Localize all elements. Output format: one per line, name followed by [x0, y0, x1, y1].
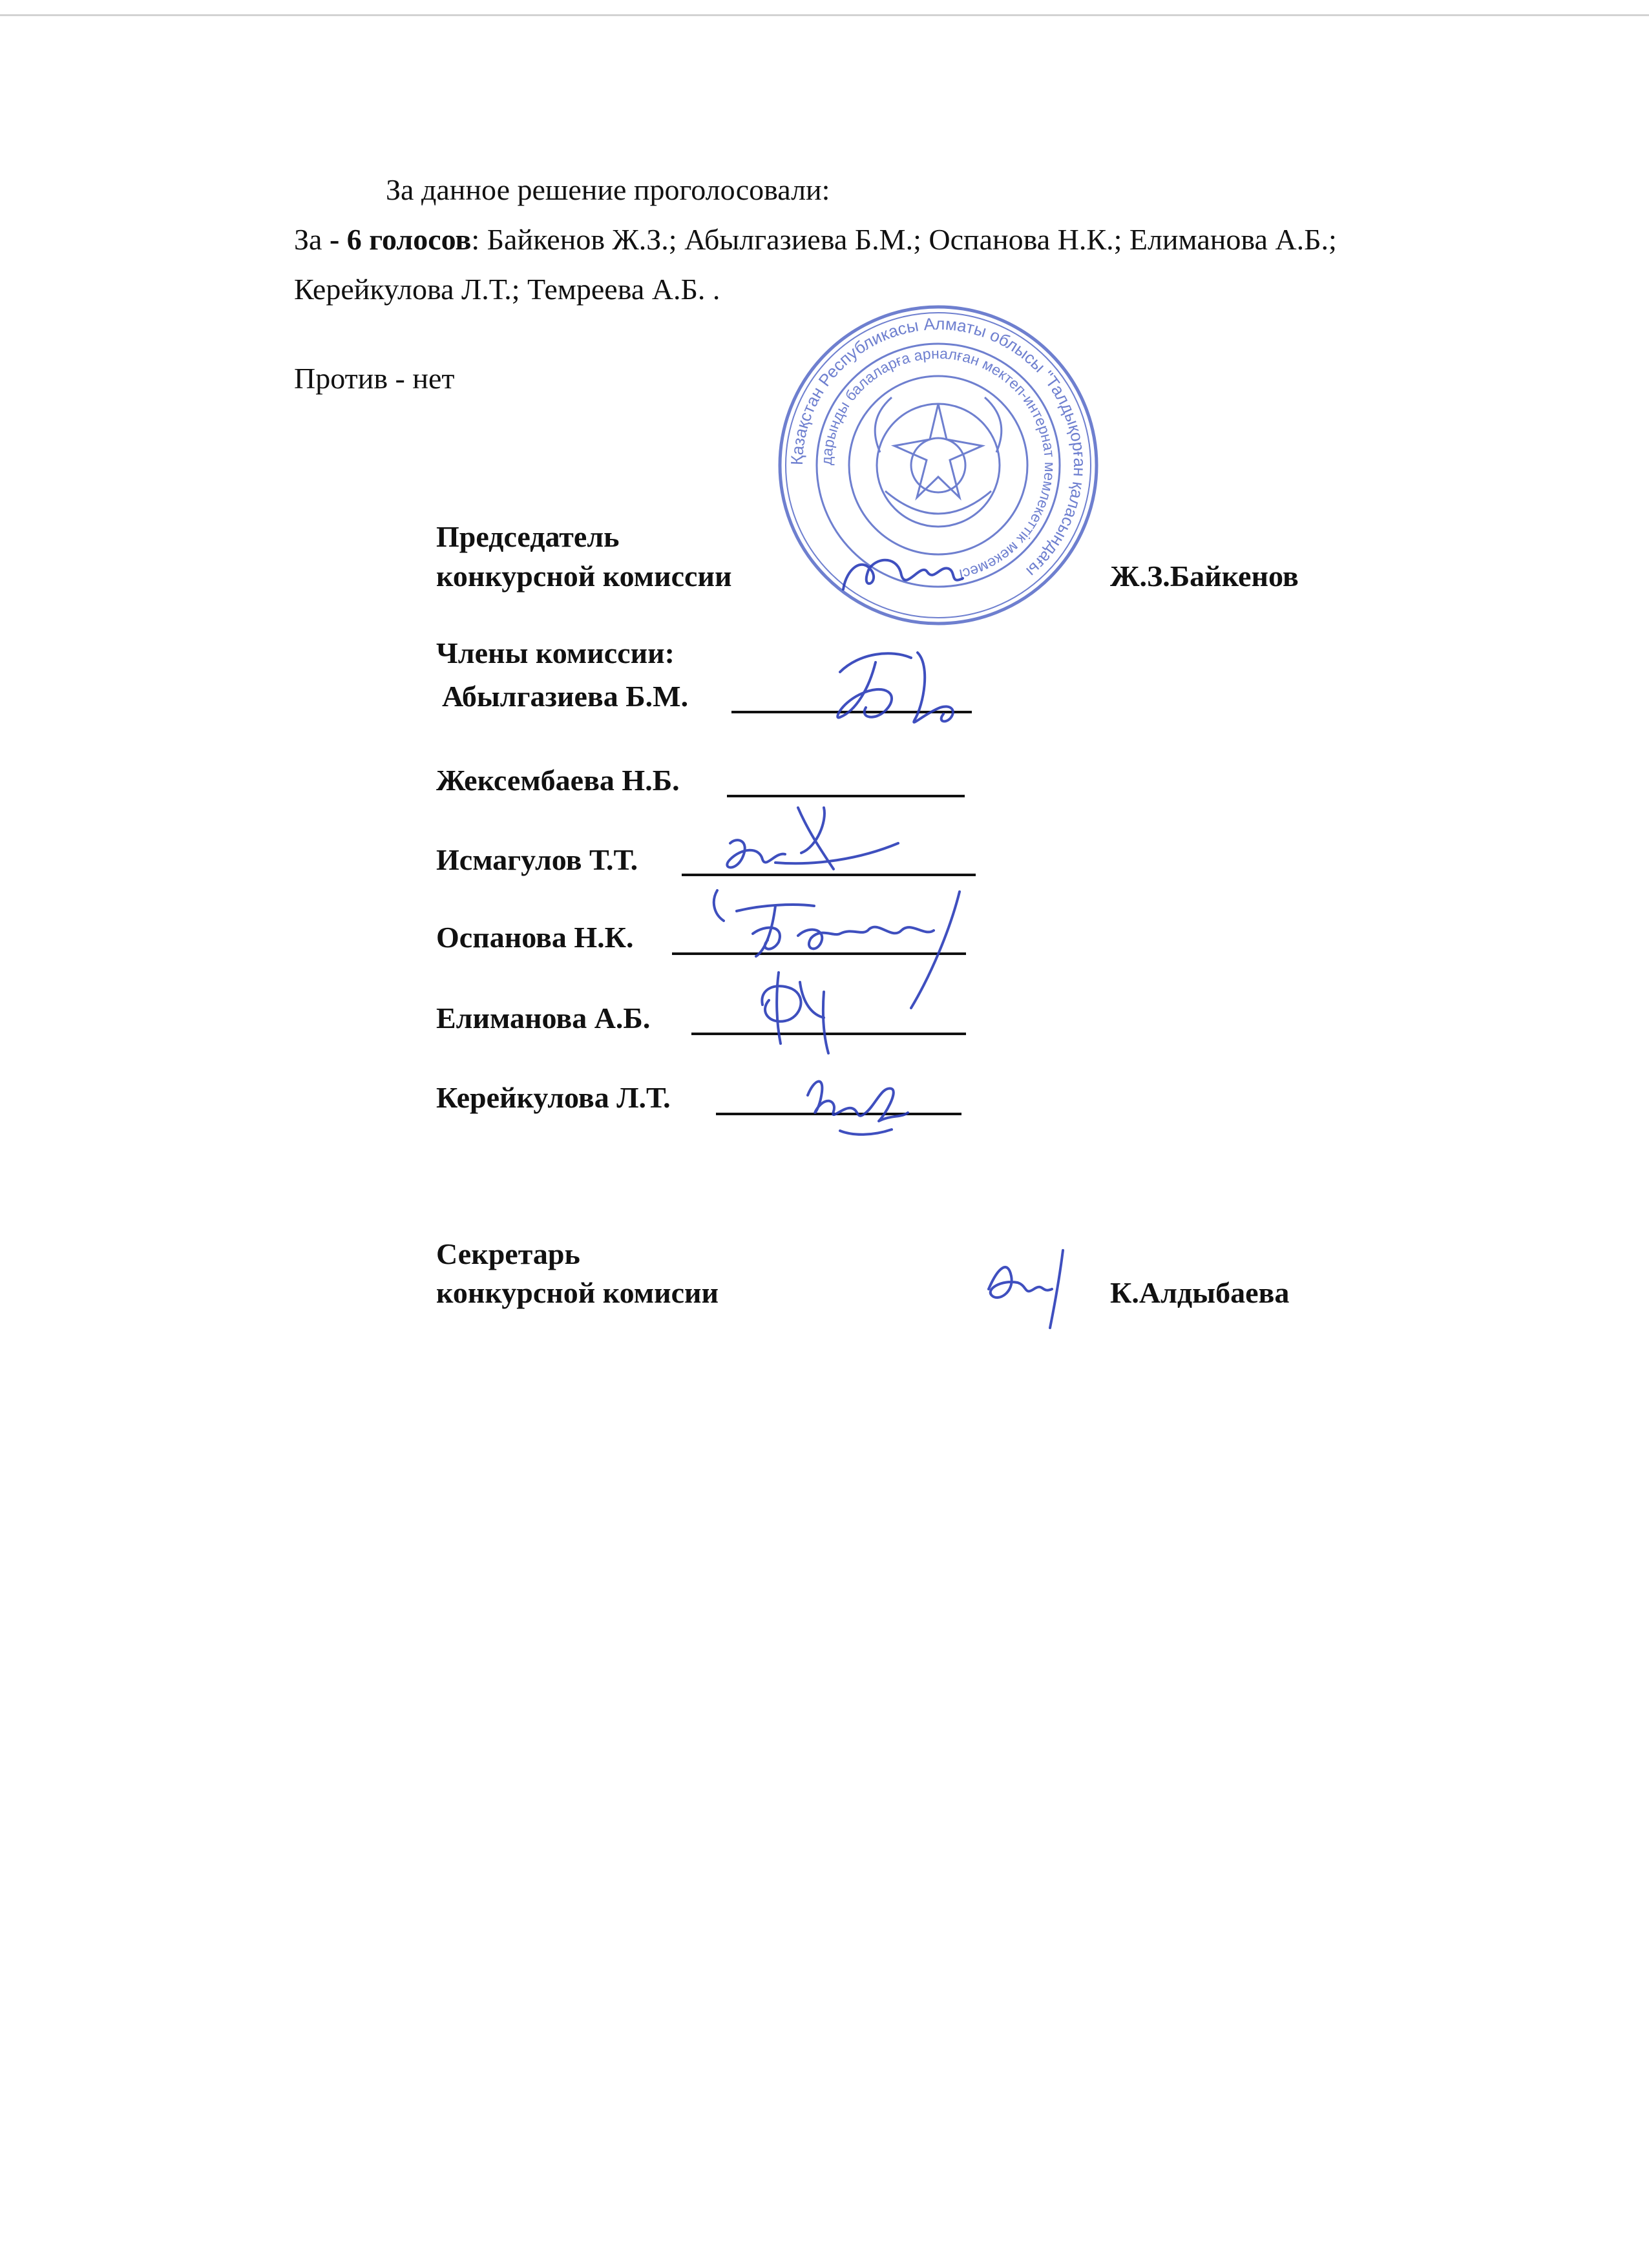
official-round-stamp [780, 307, 1097, 624]
secretary-title-line1: Секретарь [436, 1237, 580, 1270]
member-signature-line-4 [672, 952, 966, 955]
stamp-inner-text: дарынды балаларға арналған мектеп-интернат мемлекеттік мекемесі [817, 344, 1059, 583]
voting-for-names-1: : Байкенов Ж.З.; Абылгазиева Б.М.; Оспанова Н.К.; Елиманова А.Б.; [471, 223, 1337, 256]
chairman-signature-icon [843, 560, 963, 589]
member-name-3: Исмагулов Т.Т. [436, 843, 638, 876]
member-6-signature-icon [808, 1082, 908, 1135]
member-name-2: Жексембаева Н.Б. [436, 764, 680, 797]
voting-for-names-2: Керейкулова Л.Т.; Темреева А.Б. . [294, 273, 720, 306]
member-name-6: Керейкулова Л.Т. [436, 1081, 671, 1114]
voting-for-count: 6 голосов [346, 223, 472, 256]
chairman-title-line2: конкурсной комиссии [436, 560, 732, 593]
secretary-title-line2: конкурсной комисии [436, 1276, 719, 1309]
members-heading: Члены комиссии: [436, 636, 675, 669]
emblem-icon [875, 397, 1002, 527]
member-signature-line-1 [731, 711, 972, 713]
member-signature-line-3 [682, 874, 976, 876]
member-3-signature-icon [714, 808, 898, 921]
secretary-signature-icon [989, 1250, 1063, 1328]
secretary-name: К.Алдыбаева [1110, 1276, 1290, 1309]
member-5-signature-icon [762, 972, 828, 1053]
voting-intro: За данное решение проголосовали: [386, 173, 830, 206]
voting-for-dash: - [322, 223, 347, 256]
voting-for-line [294, 223, 1337, 257]
chairman-name: Ж.З.Байкенов [1110, 560, 1299, 593]
member-signature-line-6 [716, 1113, 961, 1115]
stamp-outer-text: Қазақстан Республикасы Алматы облысы "Талдықорған қаласындағы [786, 313, 1090, 582]
member-name-1: Абылгазиева Б.М. [442, 680, 689, 713]
member-signature-line-2 [727, 795, 965, 797]
member-name-5: Елиманова А.Б. [436, 1002, 651, 1034]
member-4-signature-icon [737, 892, 960, 1008]
member-signature-line-5 [691, 1033, 966, 1035]
member-name-4: Оспанова Н.К. [436, 921, 634, 954]
chairman-title-line1: Председатель [436, 520, 620, 553]
voting-for-label: За [294, 223, 322, 256]
scan-edge-line [0, 14, 1649, 16]
voting-against: Против - нет [294, 362, 455, 395]
